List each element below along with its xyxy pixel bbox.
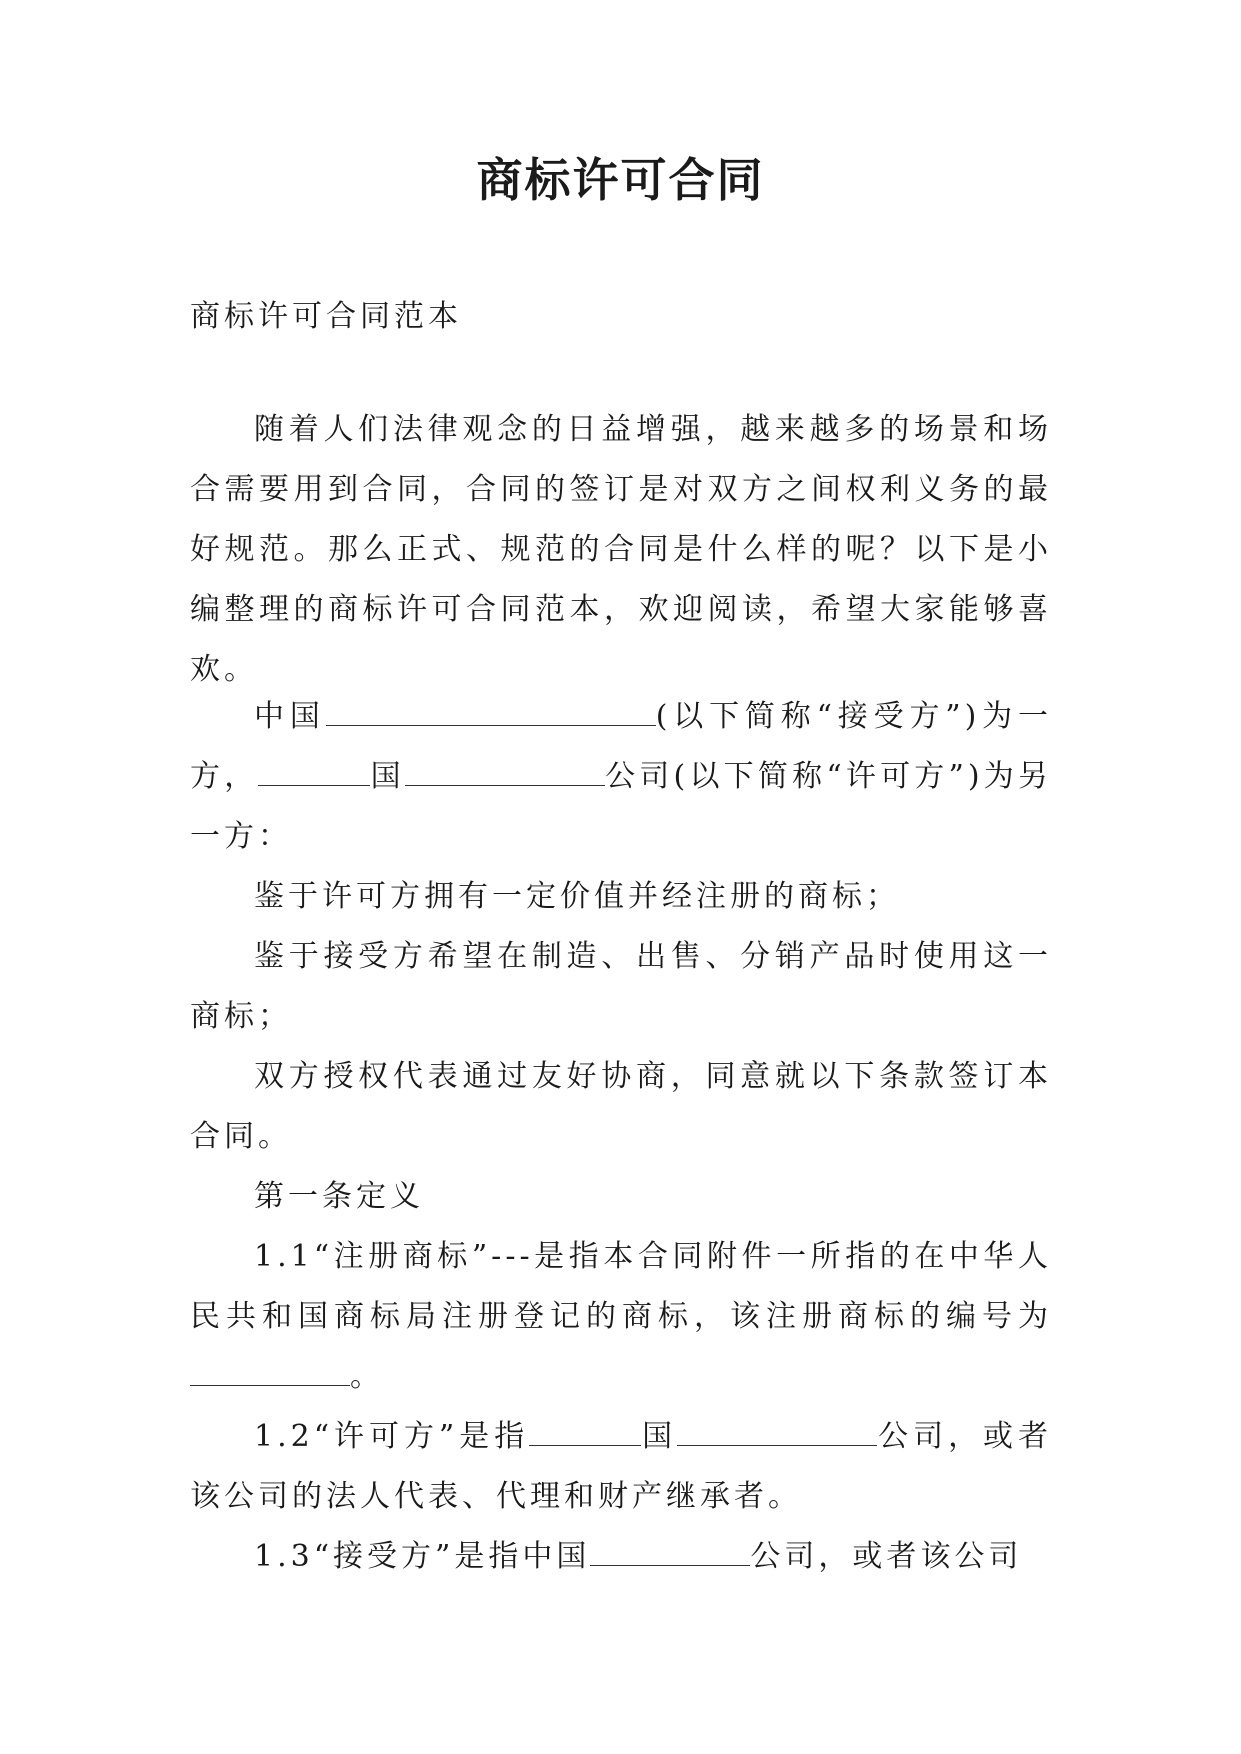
clause-1-1-text: 1.1“注册商标”---是指本合同附件一所指的在中华人民共和国商标局注册登记的商标，该注册商标的编号为	[190, 1239, 1052, 1334]
parties-text-b: (以下简称“接受方”)为一方，	[190, 699, 1052, 794]
clause-1-2-text-c: 公司，或者该公司的法人代表、代理和财产继承者。	[190, 1419, 1053, 1514]
clause-1-3-text-b: 公司，或者该公司	[750, 1539, 1023, 1574]
clause-1-2-text-a: 1.2“许可方”是指	[254, 1419, 530, 1454]
registration-number-blank	[190, 1384, 350, 1386]
clause-1-2-text-b: 国	[641, 1419, 678, 1454]
intro-paragraph: 随着人们法律观念的日益增强，越来越多的场景和场合需要用到合同，合同的签订是对双方之间权利义务的最好规范。那么正式、规范的合同是什么样的呢？以下是小编整理的商标许可合同范本，欢迎阅读，希望大家能够喜欢。	[190, 412, 1052, 687]
clause-1-2	[190, 1407, 1052, 1527]
document-subtitle: 商标许可合同范本	[190, 299, 462, 334]
clause-1-3-text-a: 1.3“接受方”是指中国	[254, 1539, 591, 1574]
parties-text-d: 公司(以下简称“许可方”)为另一方：	[190, 759, 1052, 854]
whereas-paragraph-1: 鉴于许可方拥有一定价值并经注册的商标；	[254, 879, 900, 914]
parties-text-c: 国	[370, 759, 405, 794]
licensor-company-blank-2	[677, 1444, 877, 1446]
clause-1-1-end: 。	[350, 1359, 384, 1394]
parties-text-a: 中国	[254, 699, 326, 734]
contract-body	[190, 687, 1052, 1587]
parties-paragraph	[190, 687, 1052, 867]
clause-1-1	[190, 1227, 1052, 1407]
licensor-country-blank-2	[529, 1444, 641, 1446]
licensor-country-blank	[258, 784, 370, 786]
licensor-company-blank	[405, 784, 605, 786]
acceptor-name-blank	[326, 724, 656, 726]
agreement-paragraph: 双方授权代表通过友好协商，同意就以下条款签订本合同。	[190, 1059, 1052, 1154]
article-1-heading: 第一条定义	[254, 1179, 424, 1214]
document-title: 商标许可合同	[476, 153, 765, 207]
clause-1-3	[190, 1527, 1052, 1587]
acceptor-company-blank	[590, 1564, 750, 1566]
whereas-paragraph-2: 鉴于接受方希望在制造、出售、分销产品时使用这一商标；	[190, 939, 1052, 1034]
